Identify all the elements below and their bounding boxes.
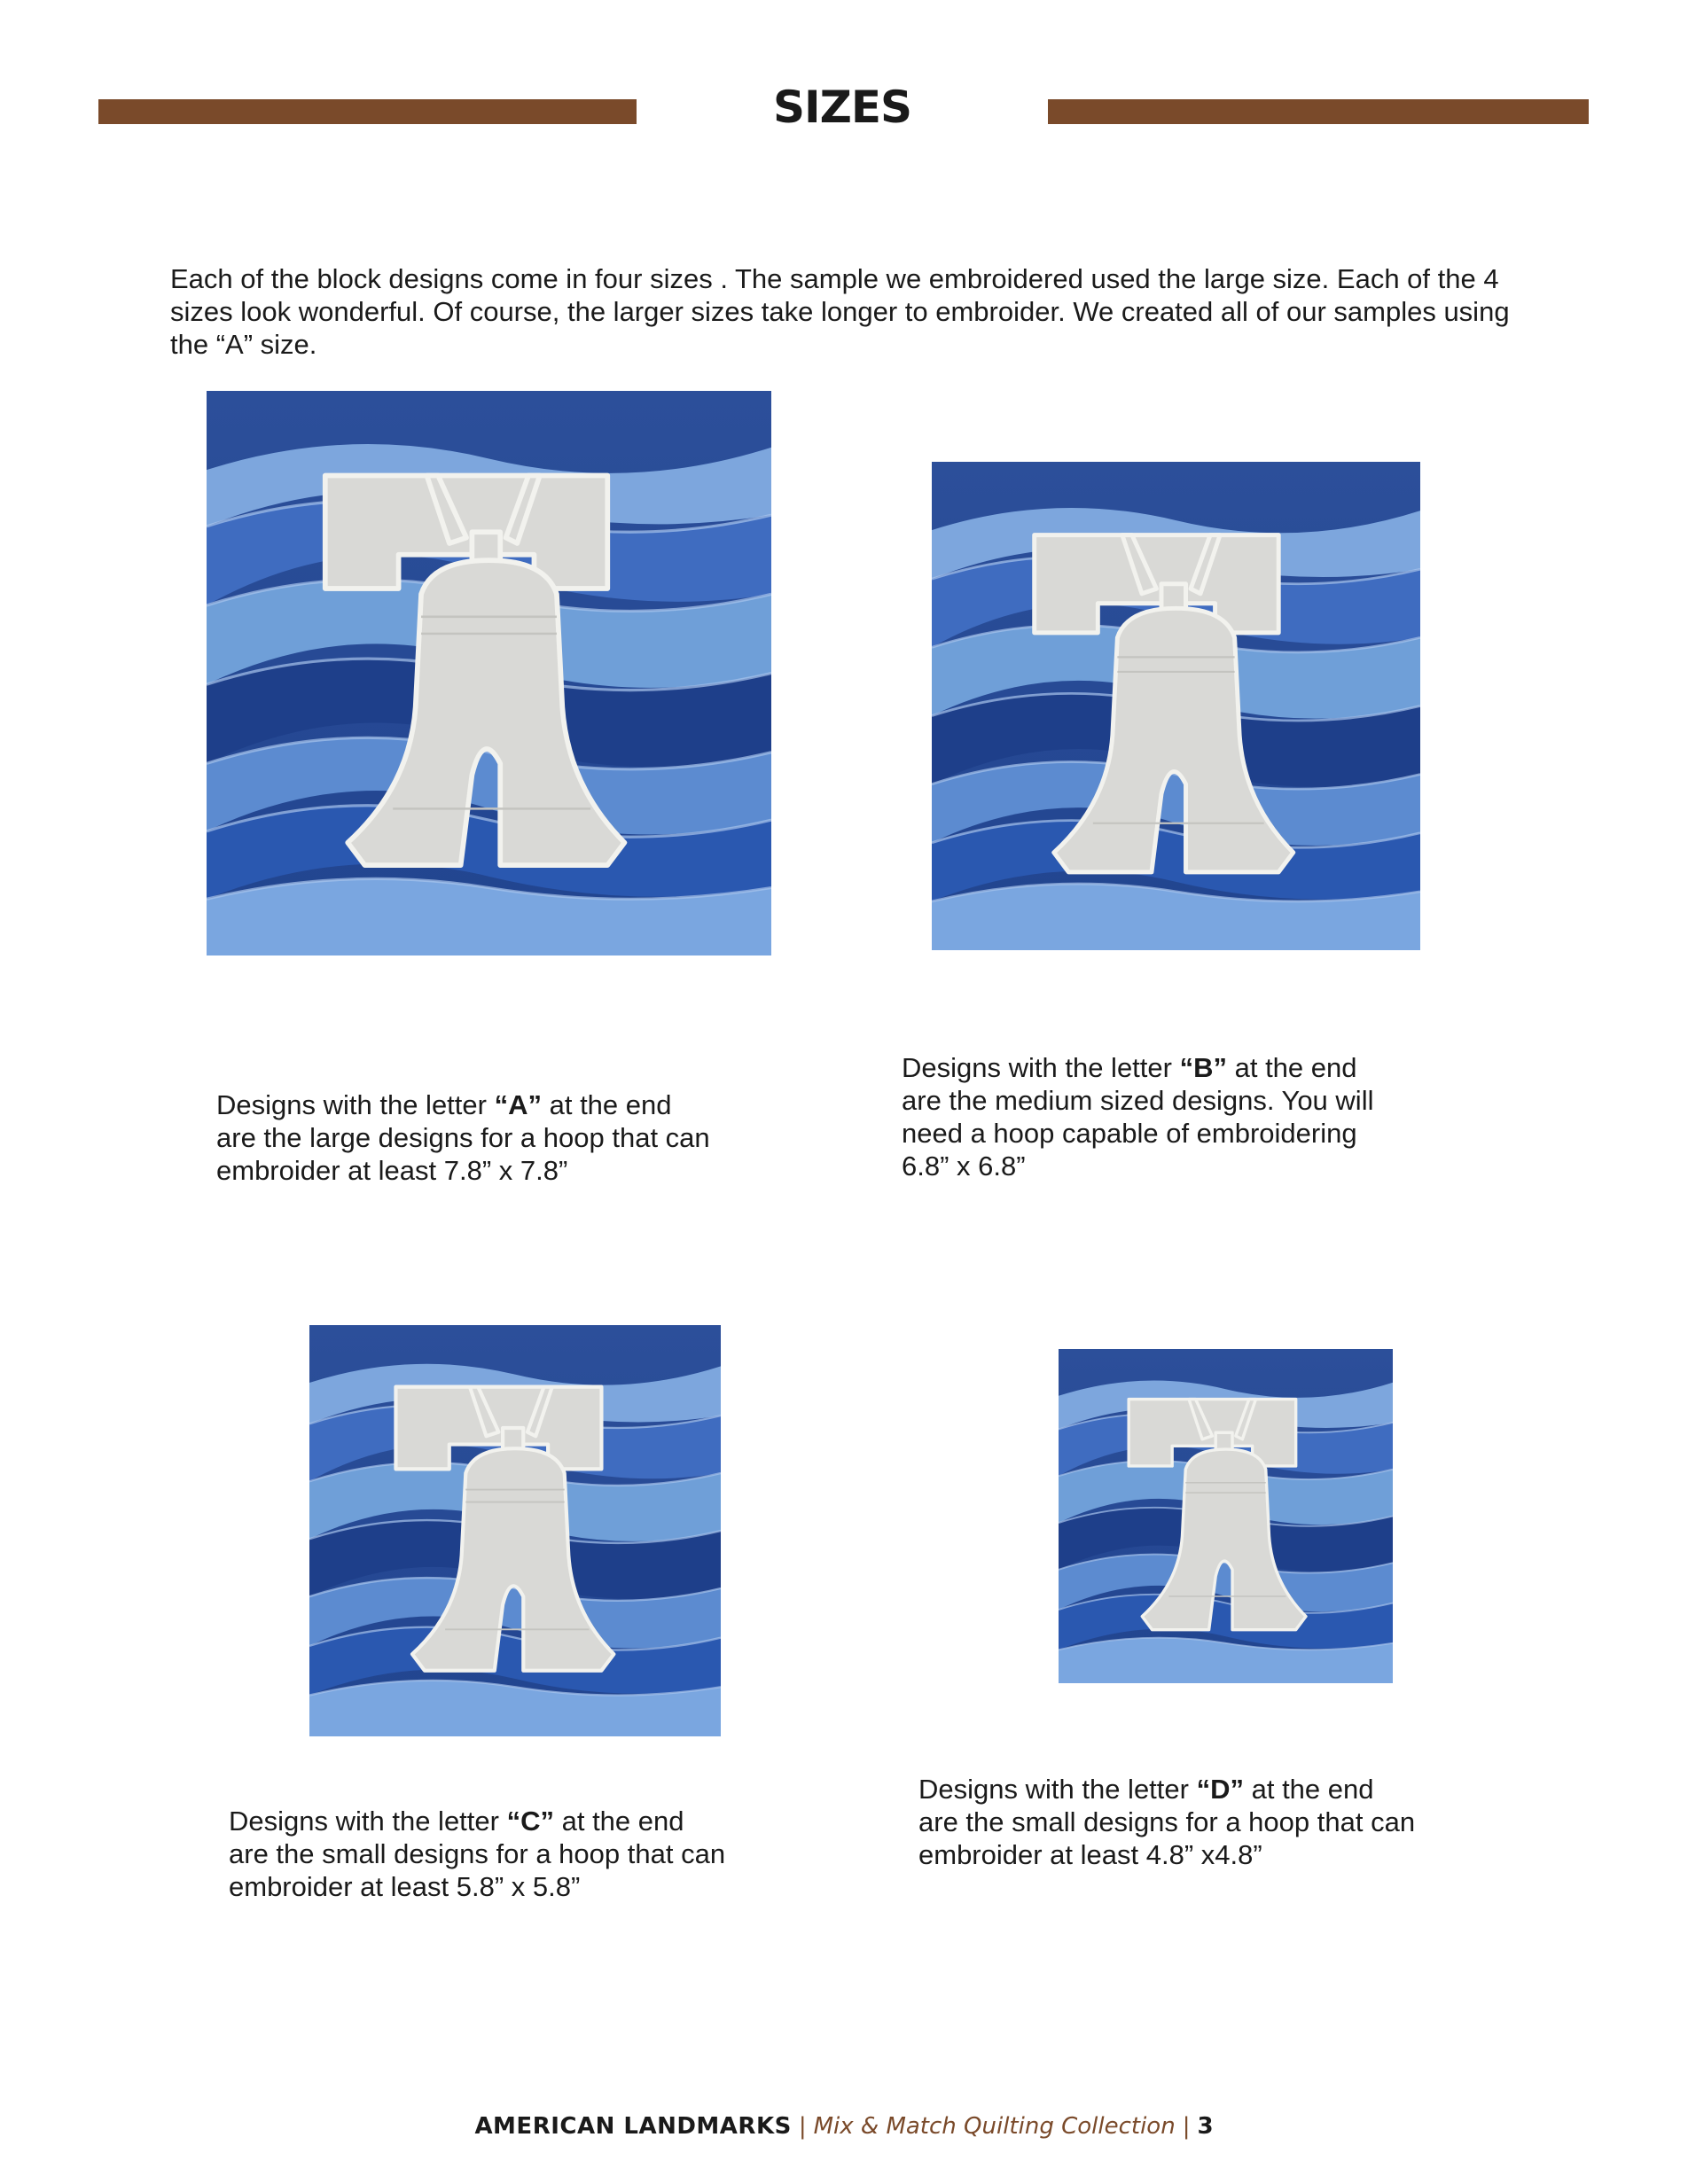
caption-text: need a hoop capable of embroidering: [902, 1118, 1357, 1149]
size-letter: “C”: [506, 1806, 554, 1837]
caption-text: at the end: [1243, 1774, 1374, 1805]
size-caption-d: [918, 1773, 1504, 1871]
caption-text: are the small designs for a hoop that can: [229, 1838, 726, 1869]
footer-separator: |: [798, 2113, 807, 2140]
footer-separator: |: [1182, 2113, 1191, 2140]
header-rule-left: [98, 99, 637, 124]
page-footer: [0, 2113, 1688, 2140]
intro-paragraph: Each of the block designs come in four sizes . The sample we embroidered used the large size. Each of the 4 sizes look wonderful. Of course, the larger sizes take longer to embroider. We created all of our samples using the “A” size.: [170, 263, 1510, 360]
size-caption-c: [229, 1805, 778, 1903]
caption-text: Designs with the letter: [918, 1774, 1197, 1805]
footer-collection: Mix & Match Quilting Collection: [813, 2113, 1176, 2140]
caption-text: are the small designs for a hoop that can: [918, 1806, 1416, 1837]
caption-text: are the medium sized designs. You will: [902, 1085, 1374, 1116]
caption-text: at the end: [541, 1089, 672, 1120]
caption-text: embroider at least 7.8” x 7.8”: [216, 1155, 568, 1186]
caption-text: at the end: [1226, 1052, 1357, 1083]
size-letter: “D”: [1196, 1774, 1244, 1805]
caption-text: embroider at least 4.8” x4.8”: [918, 1839, 1262, 1870]
size-caption-b: [902, 1051, 1451, 1182]
page-number: 3: [1197, 2113, 1214, 2140]
page-title: SIZES: [772, 82, 912, 133]
footer-brand: AMERICAN LANDMARKS: [474, 2113, 792, 2140]
caption-text: Designs with the letter: [216, 1089, 495, 1120]
size-caption-a: [216, 1088, 766, 1187]
sample-block-image-a: [207, 391, 771, 956]
caption-text: Designs with the letter: [902, 1052, 1180, 1083]
caption-text: Designs with the letter: [229, 1806, 507, 1837]
sample-block-image-c: [309, 1325, 721, 1736]
size-letter: “A”: [494, 1089, 542, 1120]
sample-block-image-b: [932, 462, 1420, 950]
caption-text: embroider at least 5.8” x 5.8”: [229, 1871, 581, 1902]
size-letter: “B”: [1179, 1052, 1227, 1083]
caption-text: 6.8” x 6.8”: [902, 1150, 1026, 1182]
sample-block-image-d: [1059, 1349, 1393, 1683]
caption-text: are the large designs for a hoop that can: [216, 1122, 710, 1153]
caption-text: at the end: [553, 1806, 684, 1837]
header-rule-right: [1048, 99, 1589, 124]
